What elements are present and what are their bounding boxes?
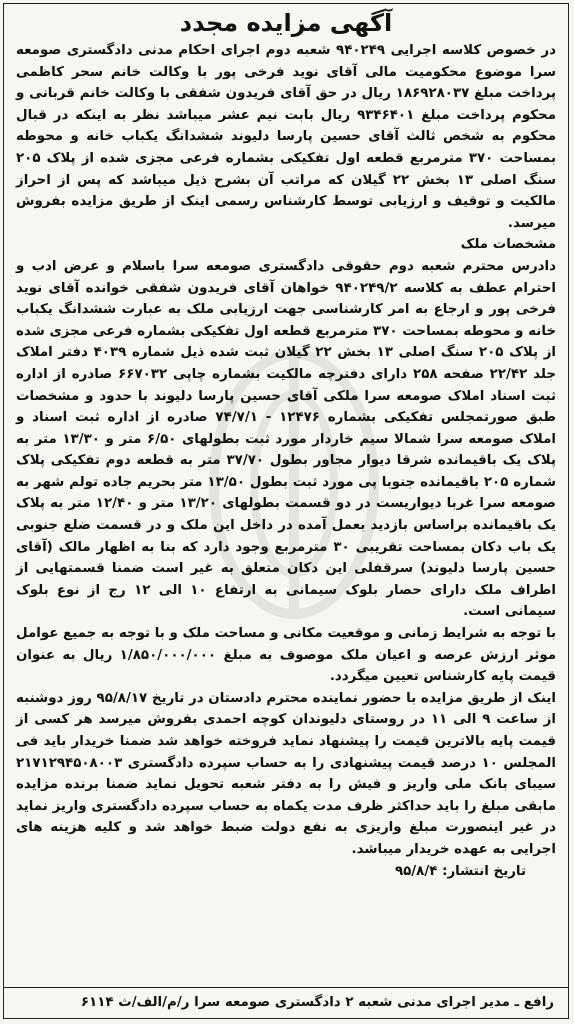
notice-title: آگهی مزایده مجدد [179,9,393,37]
footer-signature: رافع ـ مدیر اجرای مدنی شعبه ۲ دادگستری صومعه سرا ر/م/الف/ث ۶۱۱۴ [4,987,568,1018]
valuation-paragraph: با توجه به شرایط زمانی و موقعیت مکانی و مساحت ملک و با توجه به جمیع عوامل موثر ارزش عرصه و اعیان ملک موصوف به مبلغ ۱/۸۵۰/۰۰۰/۰۰۰ ریال به عنوان قیمت پایه کارشناس تعیین میگردد. [16,626,556,685]
notice-frame [3,3,569,1019]
intro-paragraph: در خصوص کلاسه اجرایی ۹۴۰۲۴۹ شعبه دوم اجرای احکام مدنی دادگستری صومعه سرا موضوع محکومیت مالی آقای نوید فرخی پور با وکالت خانم سحر کاظمی پرداخت مبلغ ۱۸۶۹۲۸۰۳۷ ریال در حق آقای فریدون شفقی با وکالت خانم قربانی و محکوم پرداخت مبلغ ۹۳۴۶۴۰۱ ریال بابت نیم عشر میباشد نظر به اینکه در قبال محکوم به شخص ثالث آقای حسین پارسا دلیوند ششدانگ یکباب خانه و محوطه بمساحت ۳۷۰ مترمربع قطعه اول تفکیکی بشماره فرعی مجزی شده از پلاک ۲۰۵ سنگ اصلی ۱۳ بخش ۲۲ گیلان که مراتب آن بشرح ذیل میباشد که پس از احراز مالکیت و توقیف و ارزیابی توسط کارشناس رسمی اینک از طریق مزایده بفروش میرسد. [16,43,557,231]
property-description-paragraph: دادرس محترم شعبه دوم حقوقی دادگستری صومعه سرا باسلام و عرض ادب و احترام عطف به کلاسه ۹۴۰۲۴۹/۲ خواهان آقای فریدون شفقی خوانده آقای نوید فرخی پور و ارجاع به امر کارشناسی جهت ارزیابی ملک به عبارت ششدانگ یکباب خانه و محوطه بمساحت ۳۷۰ مترمربع قطعه اول تفکیکی بشماره فرعی مجزی شده از پلاک ۲۰۵ سنگ اصلی ۱۳ بخش ۲۲ گیلان ثبت شده ذیل شماره ۴۰۳۹ دفتر املاک جلد ۲۲/۴۲ صفحه ۲۵۸ دارای دفترچه مالکیت بشماره چاپی ۶۶۷۰۳۲ صادره از اداره ثبت اسناد املاک صومعه سرا ملکی آقای حسین پارسا دلیوند با حدود و مشخصات طبق صورتمجلس تفکیکی بشماره ۱۲۴۷۶ - ۷۴/۷/۱ صادره از اداره ثبت اسناد و املاک صومعه سرا شمالا سیم خاردار مورد ثبت بطولهای ۶/۵۰ متر و ۱۳/۳۰ متر به پلاک یک باقیمانده شرقا دیوار مجاور بطول ۳۷/۷۰ متر به قطعه دوم تفکیکی پلاک شماره ۲۰۵ باقیمانده جنوبا پی مورد ثبت بطول ۱۳/۵۰ متر بحریم جاده تولم شهر به صومعه سرا غربا دیواریست در دو قسمت بطولهای ۱۳/۲۰ متر و ۱۲/۴۰ متر به پلاک یک باقیمانده براساس بازدید بعمل آمده در داخل این ملک و در قسمت ضلع جنوبی یک باب دکان بمساحت تقریبی ۳۰ مترمربع وجود دارد که بنا به اظهار مالک (آقای حسین پارسا دلیوند) سرقفلی این دکان متعلق به غیر است ضمنا قسمتهایی از اطراف ملک دارای حصار بلوک سیمانی به ارتفاع ۱۰ الی ۱۲ رج از نوع بلوک سیمانی است. [16,258,557,620]
auction-terms-paragraph: اینک از طریق مزایده با حضور نماینده محترم دادستان در تاریخ ۹۵/۸/۱۷ روز دوشنبه از ساعت ۹ الی ۱۱ در روستای دلیوندان کوچه احمدی بفروش میرسد هر کسی از قیمت پایه بالاترین قیمت را پیشنهاد نماید فروخته خواهد شد ضمنا خریدار باید فی المجلس ۱۰ درصد قیمت پیشنهادی را به حساب سپرده دادگستری ۲۱۷۱۲۹۴۵۰۸۰۰۳ سیبای بانک ملی واریز و فیش را به دفتر شعبه تحویل نماید ضمنا برنده مزایده مابقی مبلغ را باید حداکثر ظرف مدت یکماه به حساب سپرده دادگستری واریز نماید در غیر اینصورت مبلغ واریزی به نفع دولت ضبط خواهد شد و کلیه هزینه های اجرایی به عهده خریدار میباشد. [16,690,557,857]
notice-body [4,40,568,882]
section-heading: مشخصات ملک [460,237,556,253]
publish-date: تاریخ انتشار: ۹۵/۸/۴ [394,863,526,879]
